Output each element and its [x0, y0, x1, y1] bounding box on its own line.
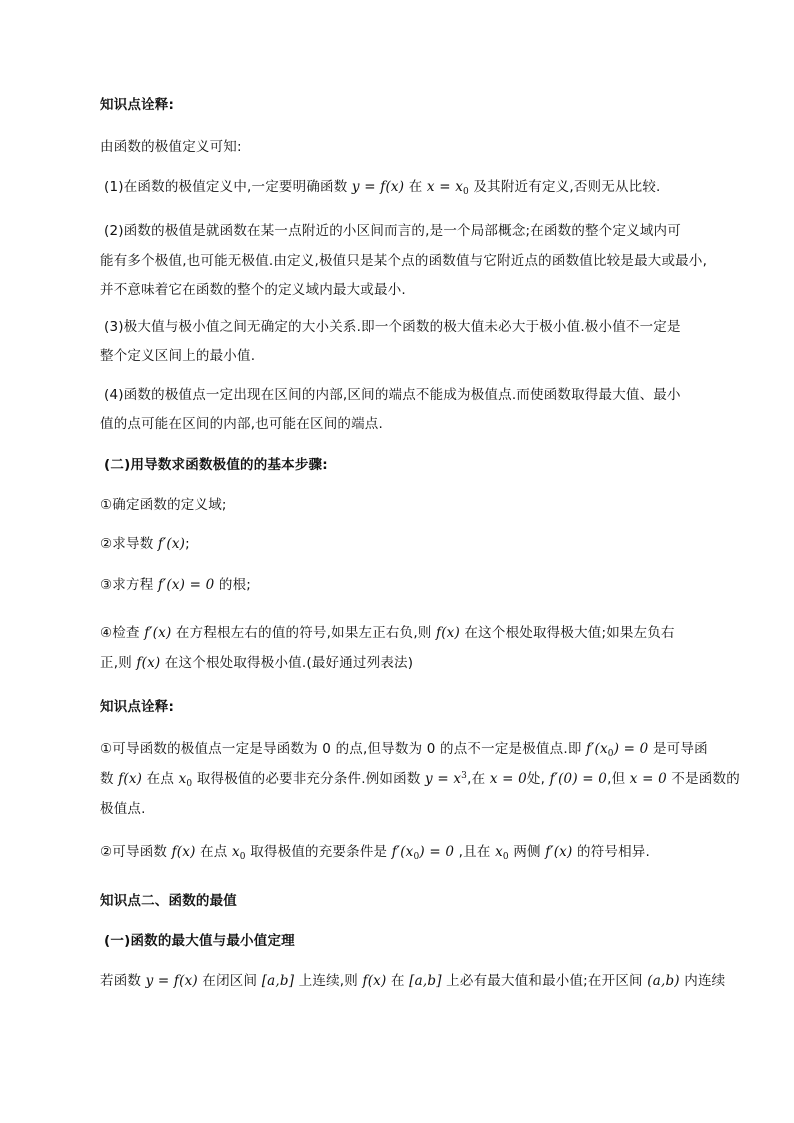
note-1-line-1: ①可导函数的极值点一定是导函数为 0 的点,但导数为 0 的点不一定是极值点.即 $f'(x_0) = 0$ 是可导函	[100, 741, 708, 759]
paragraph-4-line-1: (4)函数的极值点一定出现在区间的内部,区间的端点不能成为极值点.而使函数取得最大值、最小	[104, 387, 681, 403]
step-4-line-2: 正,则 f(x) 在这个根处取得极小值.(最好通过列表法)	[100, 655, 414, 671]
intro-text: 由函数的极值定义可知:	[100, 139, 242, 155]
section-heading: 知识点二、函数的最值	[100, 893, 237, 909]
step-1: ①确定函数的定义域;	[100, 497, 227, 513]
section-heading: 知识点诠释:	[100, 699, 175, 715]
paragraph-4-line-2: 值的点可能在区间的内部,也可能在区间的端点.	[100, 416, 383, 432]
step-3: ③求方程 f′(x) = 0 的根;	[100, 577, 252, 593]
note-2: ②可导函数 f(x) 在点 $x_0$ 取得极值的充要条件是 $f'(x_0) = 0$ ,且在 $x_0$ 两侧 f′(x) 的符号相异.	[100, 844, 650, 862]
note-1-line-2: 数 f(x) 在点 $x_0$ 取得极值的必要非充分条件.例如函数 $y = x^3$,在 x = 0处, f′(0) = 0,但 x = 0 不是函数的	[100, 771, 740, 789]
theorem-line-1: 若函数 y = f(x) 在闭区间 [a,b] 上连续,则 f(x) 在 [a,b] 上必有最大值和最小值;在开区间 (a,b) 内连续	[100, 973, 726, 989]
paragraph-1: (1)在函数的极值定义中,一定要明确函数 y = f(x) 在 $x = x_0$ 及其附近有定义,否则无从比较.	[104, 179, 661, 197]
step-4-line-1: ④检查 f′(x) 在方程根左右的值的符号,如果左正右负,则 f(x) 在这个根处取得极大值;如果左负右	[100, 625, 675, 641]
paragraph-3-line-2: 整个定义区间上的最小值.	[100, 348, 256, 364]
paragraph-2-line-2: 能有多个极值,也可能无极值.由定义,极值只是某个点的函数值与它附近点的函数值比较是最大或最小,	[100, 253, 708, 269]
section-heading: (二)用导数求函数极值的的基本步骤:	[104, 457, 328, 473]
note-1-line-3: 极值点.	[100, 801, 146, 817]
section-heading: (一)函数的最大值与最小值定理	[104, 933, 295, 949]
step-2: ②求导数 f′(x);	[100, 536, 190, 552]
paragraph-2-line-1: (2)函数的极值是就函数在某一点附近的小区间而言的,是一个局部概念;在函数的整个定义域内可	[104, 223, 681, 239]
paragraph-2-line-3: 并不意味着它在函数的整个的定义域内最大或最小.	[100, 282, 406, 298]
paragraph-3-line-1: (3)极大值与极小值之间无确定的大小关系.即一个函数的极大值未必大于极小值.极小值不一定是	[104, 319, 681, 335]
section-heading: 知识点诠释:	[100, 97, 175, 113]
